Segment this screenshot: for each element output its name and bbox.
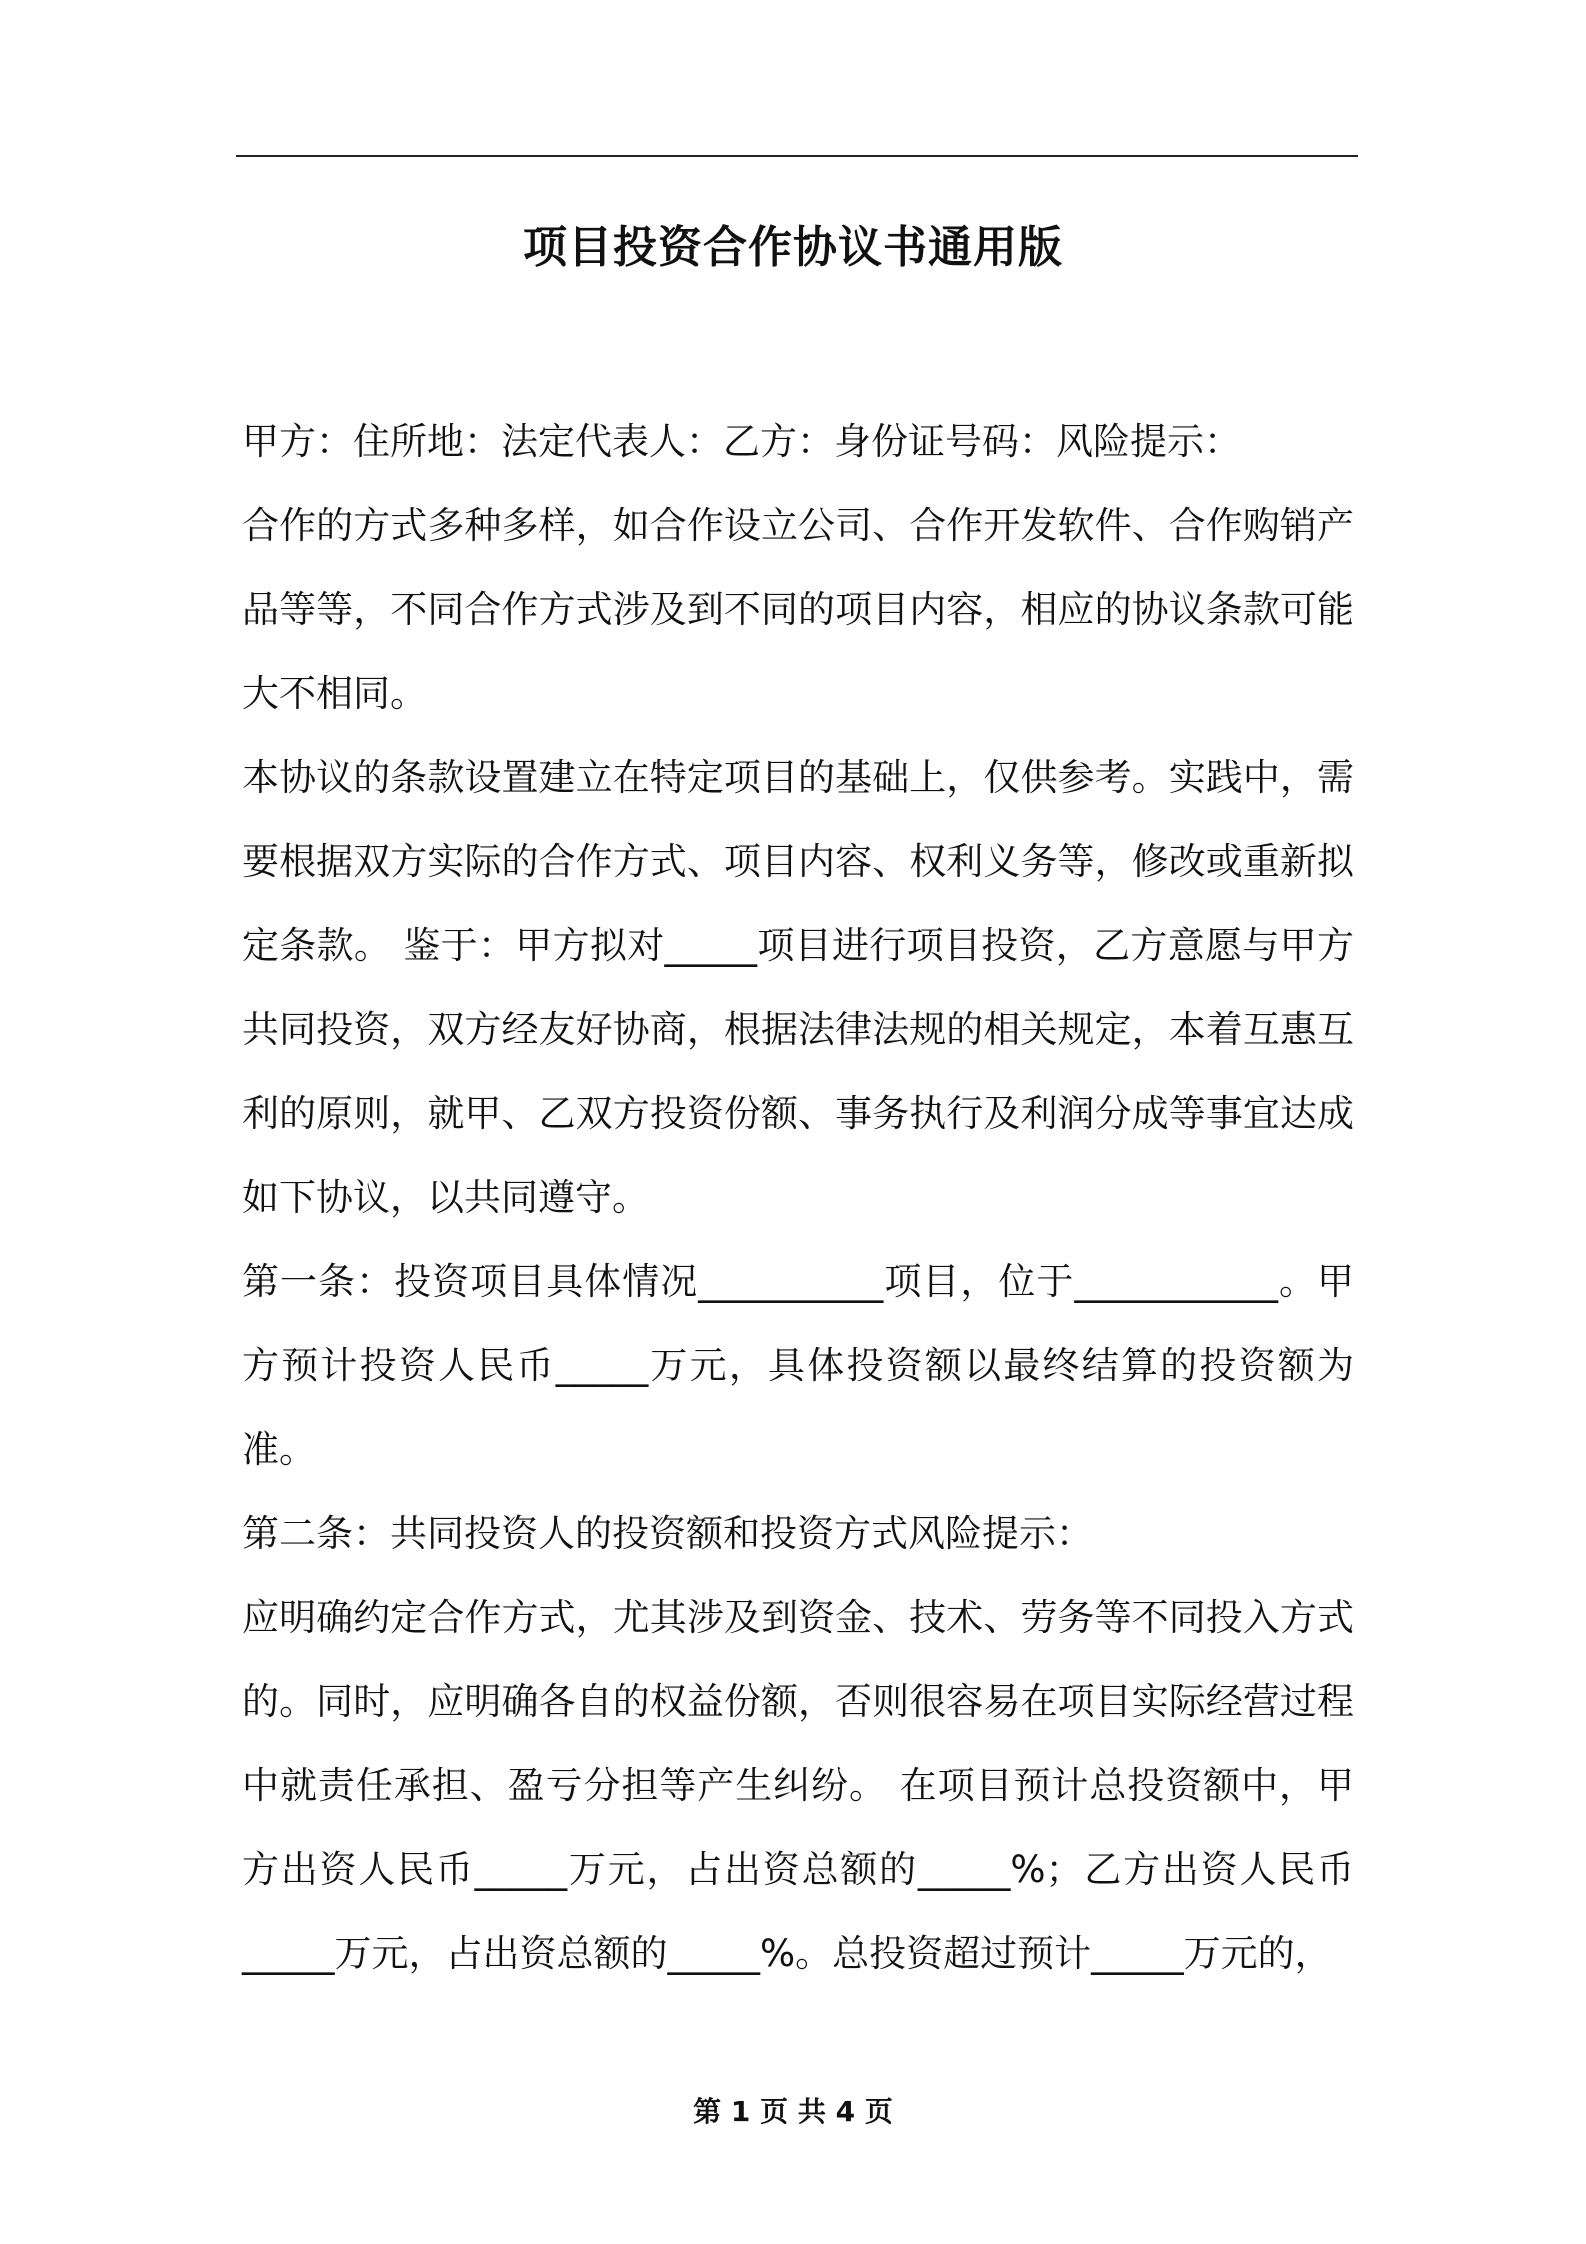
paragraph-parties: 甲方：住所地：法定代表人：乙方：身份证号码：风险提示：: [242, 420, 1241, 463]
paragraph-article-2-heading: 第二条：共同投资人的投资额和投资方式风险提示：: [242, 1512, 1093, 1555]
header-divider: [236, 155, 1358, 157]
paragraph-cooperation-note: 合作的方式多种多样，如合作设立公司、合作开发软件、合作购销产品等等，不同合作方式涉及到不同的项目内容，相应的协议条款可能大不相同。: [242, 504, 1354, 715]
paragraph-article-2-body: 应明确约定合作方式，尤其涉及到资金、技术、劳务等不同投入方式的。同时，应明确各自的权益份额，否则很容易在项目实际经营过程中就责任承担、盈亏分担等产生纠纷。 在项目预计总投资额中，甲方出资人民币_____万元，占出资总额的_____%；乙方出资人民币_____万元，占出资总额的_____%。总投资超过预计_____万元的，: [242, 1596, 1354, 1975]
paragraph-article-1: 第一条：投资项目具体情况__________项目，位于___________。甲方预计投资人民币_____万元，具体投资额以最终结算的投资额为准。: [242, 1260, 1354, 1471]
paragraph-preamble: 本协议的条款设置建立在特定项目的基础上，仅供参考。实践中，需要根据双方实际的合作方式、项目内容、权利义务等，修改或重新拟定条款。 鉴于：甲方拟对_____项目进行项目投资，乙方意愿与甲方共同投资，双方经友好协商，根据法律法规的相关规定，本着互惠互利的原则，就甲、乙双方投资份额、事务执行及利润分成等事宜达成如下协议，以共同遵守。: [242, 756, 1354, 1219]
document-body: [242, 400, 1354, 1996]
page-number-footer: 第 1 页 共 4 页: [693, 2095, 893, 2128]
document-title: 项目投资合作协议书通用版: [523, 222, 1063, 273]
